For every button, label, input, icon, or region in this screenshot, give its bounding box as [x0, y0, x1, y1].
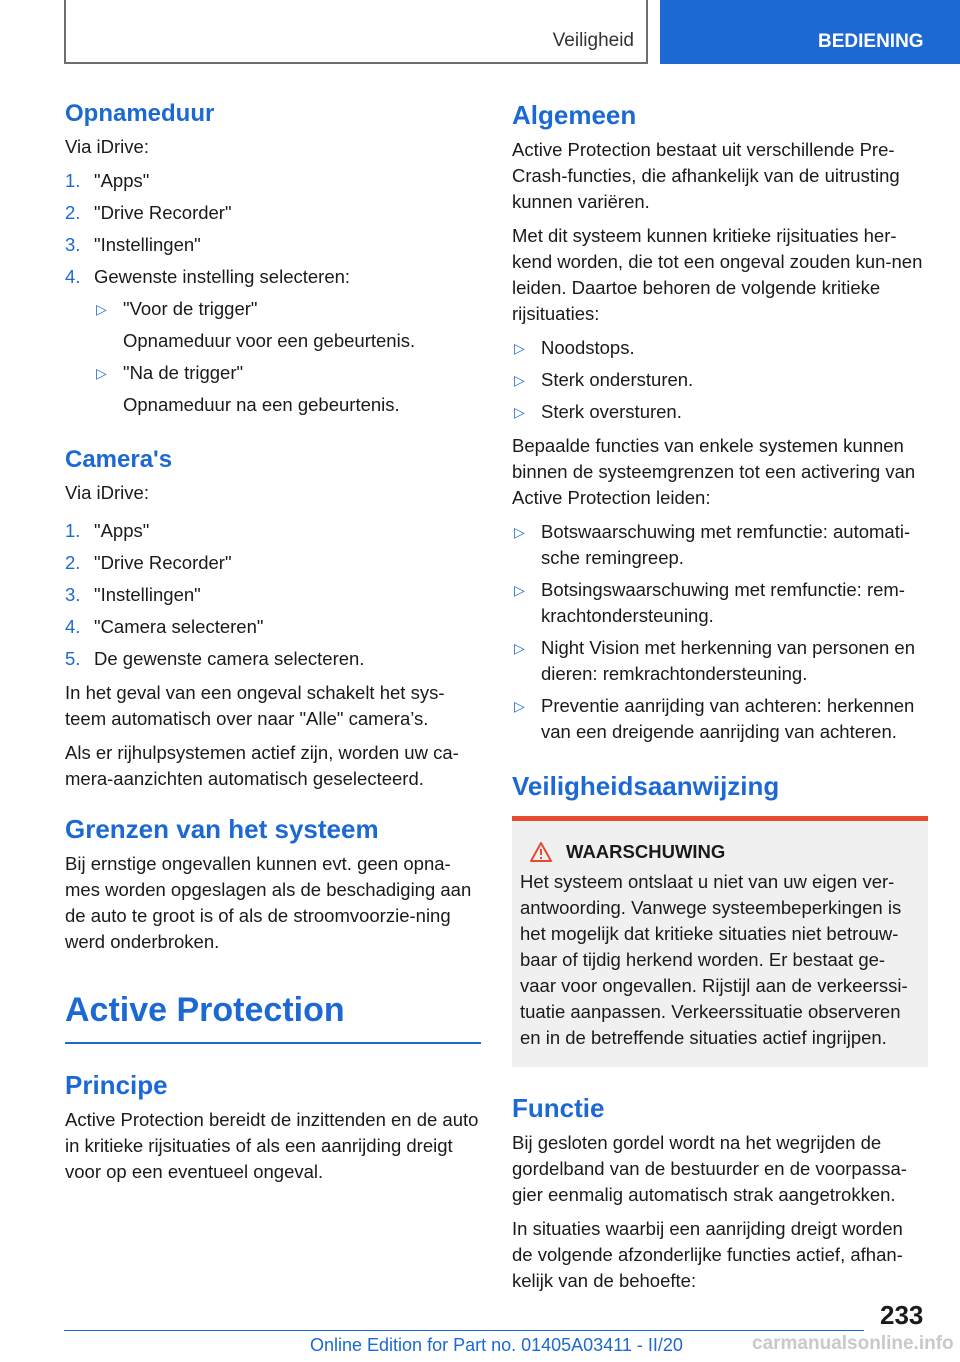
step-number: 1. [65, 520, 81, 541]
list-item [65, 232, 481, 258]
triangle-bullet-icon: ▷ [514, 340, 525, 356]
function-list [512, 519, 928, 745]
step-number: 4. [65, 616, 81, 637]
warning-text: Het systeem ontslaat u niet van uw eigen ver-antwoording. Vanwege systeembeperkingen is het mogelijk dat kritieke situaties niet betrouw-baar of tijdig herkend worden. Er bestaat ge-vaar voor ongevallen. Rijstijl aan de verkeerssi-tuatie aanpassen. Verkeerssituatie observeren en in de betreffende situaties actief ingrijpen. [520, 871, 908, 1048]
list-item [65, 550, 481, 576]
step-number: 3. [65, 234, 81, 255]
list-text: Botswaarschuwing met remfunctie: automati-sche remingreep. [541, 521, 911, 568]
list-item [512, 693, 928, 745]
triangle-bullet-icon: ▷ [514, 372, 525, 388]
step-number: 2. [65, 202, 81, 223]
watermark: carmanualsonline.info [752, 1333, 954, 1354]
heading-cameras: Camera's [65, 446, 173, 473]
list-text: Noodstops. [541, 337, 635, 358]
triangle-bullet-icon: ▷ [96, 365, 107, 381]
option-label: "Na de trigger" [123, 362, 244, 383]
list-item [65, 518, 481, 544]
step-text: "Drive Recorder" [94, 202, 232, 223]
list-text: Sterk oversturen. [541, 401, 682, 422]
paragraph: Active Protection bereidt de inzittenden en de auto in kritieke rijsituaties of als een aanrijding dreigt voor op een eventueel ongeval. [65, 1109, 479, 1182]
paragraph: Active Protection bestaat uit verschillende Pre-Crash-functies, die afhankelijk van de uitrusting kunnen variëren. [512, 139, 900, 212]
triangle-bullet-icon: ▷ [96, 301, 107, 317]
section-active-protection [65, 991, 481, 1044]
step-number: 4. [65, 266, 81, 287]
list-item [65, 646, 481, 672]
section-functie [512, 1093, 928, 1294]
list-text: Night Vision met herkenning van personen en dieren: remkrachtondersteuning. [541, 637, 916, 684]
paragraph: Als er rijhulpsystemen actief zijn, worden uw ca-mera-aanzichten automatisch geselecteerd. [65, 742, 459, 789]
warning-triangle-icon [530, 842, 552, 862]
sub-list [94, 296, 481, 418]
triangle-bullet-icon: ▷ [514, 524, 525, 540]
steps-list [65, 168, 481, 418]
footer-edition-text: Online Edition for Part no. 01405A03411 - II/20 [310, 1335, 683, 1355]
page-number: 233 [880, 1300, 924, 1330]
header-section-label: Veiligheid [552, 30, 634, 51]
chapter-title: Active Protection [65, 991, 481, 1044]
step-text: "Drive Recorder" [94, 552, 232, 573]
heading-opnameduur: Opnameduur [65, 100, 215, 127]
paragraph: Bepaalde functies van enkele systemen kunnen binnen de systeemgrenzen tot een activering van Active Protection leiden: [512, 435, 916, 508]
list-item [512, 367, 928, 393]
right-column [512, 100, 928, 1302]
list-item [65, 582, 481, 608]
section-cameras [65, 446, 481, 792]
step-text: "Instellingen" [94, 234, 201, 255]
step-text: "Apps" [94, 520, 150, 541]
list-text: Sterk ondersturen. [541, 369, 694, 390]
list-item [512, 519, 928, 571]
paragraph: Bij ernstige ongevallen kunnen evt. geen opna-mes worden opgeslagen als de beschadiging aan de auto te groot is of als de stroomvoorzie-ning werd onderbroken. [65, 853, 472, 952]
paragraph: In situaties waarbij een aanrijding dreigt worden de volgende afzonderlijke functies actief, afhan-kelijk van de behoefte: [512, 1218, 903, 1291]
header-chapter-tab [660, 0, 960, 64]
section-principe [65, 1070, 481, 1185]
section-opnameduur [65, 100, 481, 418]
step-number: 2. [65, 552, 81, 573]
paragraph: Met dit systeem kunnen kritieke rijsituaties her-kend worden, die tot een ongeval zouden kun-nen leiden. Daartoe behoren de volgende kritieke rijsituaties: [512, 225, 923, 324]
list-item [512, 635, 928, 687]
warning-box [512, 816, 928, 1067]
list-item [512, 335, 928, 361]
option-description: Opnameduur na een gebeurtenis. [123, 394, 400, 415]
heading-principe: Principe [65, 1070, 168, 1100]
intro-text: Via iDrive: [65, 136, 149, 157]
step-number: 5. [65, 648, 81, 669]
step-text: De gewenste camera selecteren. [94, 648, 365, 669]
paragraph: Bij gesloten gordel wordt na het wegrijden de gordelband van de bestuurder en de voorpassa-gier eenmalig automatisch strak aangetrokken. [512, 1132, 907, 1205]
step-number: 3. [65, 584, 81, 605]
left-column [65, 100, 481, 1193]
step-number: 1. [65, 170, 81, 191]
triangle-bullet-icon: ▷ [514, 698, 525, 714]
header-section-box [64, 0, 648, 64]
list-item [94, 360, 481, 418]
list-item [65, 200, 481, 226]
triangle-bullet-icon: ▷ [514, 404, 525, 420]
section-veiligheid [512, 771, 928, 1067]
list-text: Botsingswaarschuwing met remfunctie: rem-krachtondersteuning. [541, 579, 905, 626]
warning-label: WAARSCHUWING [566, 841, 726, 862]
heading-functie: Functie [512, 1093, 605, 1123]
warning-title [520, 841, 920, 863]
heading-algemeen: Algemeen [512, 100, 637, 130]
heading-veiligheid: Veiligheidsaanwijzing [512, 771, 780, 801]
list-item [65, 264, 481, 418]
list-item [65, 614, 481, 640]
footer-divider [64, 1330, 864, 1331]
list-item [512, 399, 928, 425]
paragraph: In het geval van een ongeval schakelt het sys-teem automatisch over naar "Alle" camera’s. [65, 682, 445, 729]
intro-text: Via iDrive: [65, 482, 149, 503]
steps-list [65, 518, 481, 672]
list-item [512, 577, 928, 629]
step-text: Gewenste instelling selecteren: [94, 266, 351, 287]
situation-list [512, 335, 928, 425]
triangle-bullet-icon: ▷ [514, 640, 525, 656]
list-item [65, 168, 481, 194]
header-chapter-label: BEDIENING [818, 31, 924, 52]
option-description: Opnameduur voor een gebeurtenis. [123, 330, 416, 351]
option-label: "Voor de trigger" [123, 298, 258, 319]
triangle-bullet-icon: ▷ [514, 582, 525, 598]
list-text: Preventie aanrijding van achteren: herkennen van een dreigende aanrijding van achteren. [541, 695, 915, 742]
step-text: "Instellingen" [94, 584, 201, 605]
step-text: "Apps" [94, 170, 150, 191]
section-grenzen [65, 814, 481, 955]
list-item [94, 296, 481, 354]
section-algemeen [512, 100, 928, 745]
heading-grenzen: Grenzen van het systeem [65, 814, 379, 844]
step-text: "Camera selecteren" [94, 616, 264, 637]
